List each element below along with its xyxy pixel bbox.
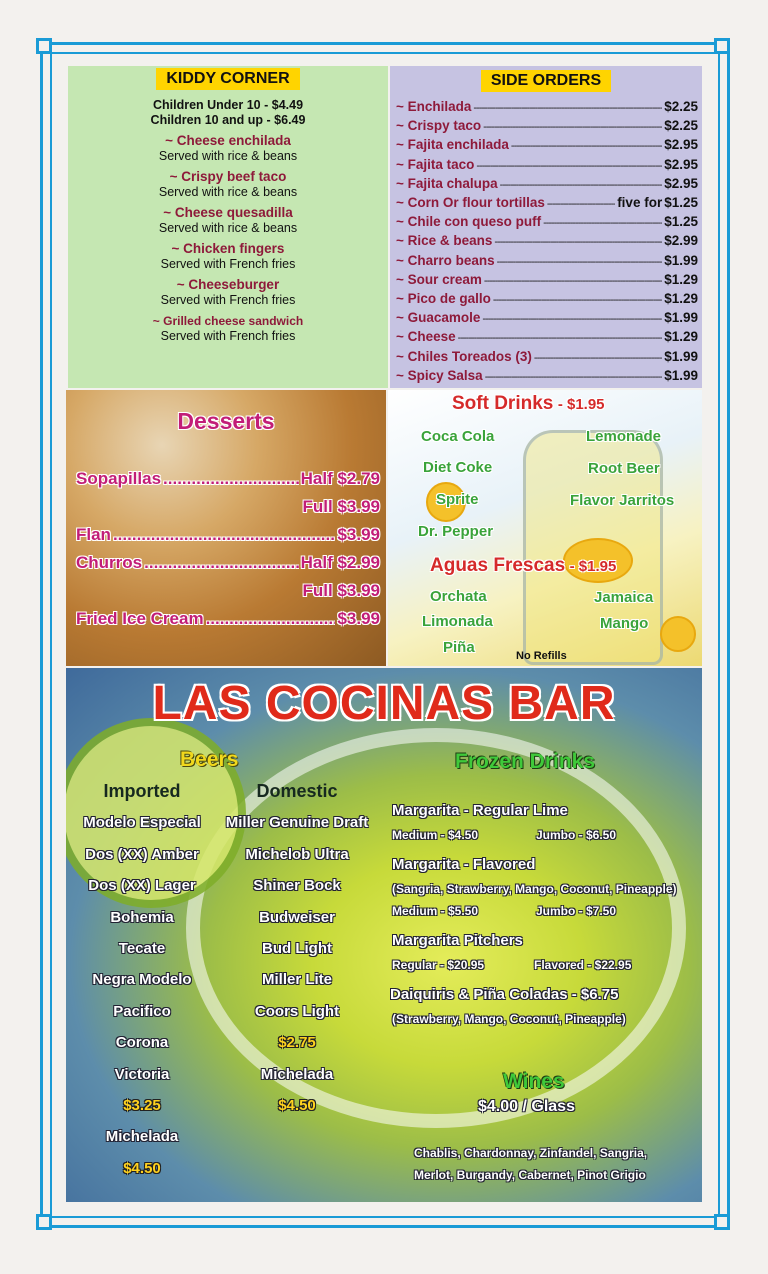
side-order-row [390, 348, 702, 367]
kiddy-price-under10: Children Under 10 - $4.49 [152, 98, 304, 112]
frozen-flavors: (Strawberry, Mango, Coconut, Pineapple) [392, 1012, 626, 1026]
beer-item: Miller Genuine Draft [225, 814, 369, 832]
dessert-row-flan [66, 521, 386, 549]
beers-heading: Beers [180, 748, 239, 771]
side-order-price: $1.29 [664, 271, 698, 287]
wines-price: $4.00 / Glass [478, 1098, 575, 1115]
dotted-leader [497, 253, 663, 271]
kiddy-item [68, 205, 388, 236]
frame-corner-tl [36, 38, 52, 54]
beer-item: Pacifico [113, 1002, 171, 1020]
side-order-row [390, 271, 702, 290]
dotted-leader [500, 176, 663, 194]
side-order-row [390, 136, 702, 155]
kiddy-item-name: ~ Crispy beef taco [169, 169, 287, 184]
frozen-price: Jumbo - $6.50 [536, 828, 617, 842]
soft-drinks-price: - $1.95 [557, 396, 605, 413]
side-order-name: ~ Charro beans [396, 252, 495, 268]
dessert-row-sopapillas [66, 465, 386, 493]
beer-item: Modelo Especial [83, 814, 201, 832]
kiddy-item-name: ~ Grilled cheese sandwich [152, 314, 304, 328]
side-orders-title: SIDE ORDERS [481, 70, 611, 92]
frozen-price: Jumbo - $7.50 [536, 904, 617, 918]
wines-heading: Wines [503, 1070, 565, 1093]
dotted-leader [547, 195, 615, 213]
drink-item: Jamaica [594, 589, 654, 606]
desserts-title: Desserts [177, 408, 275, 434]
kiddy-corner-title: KIDDY CORNER [156, 68, 299, 90]
aguas-frescas-header [430, 555, 616, 577]
kiddy-item-name: ~ Cheeseburger [176, 277, 280, 292]
beer-item: Victoria [114, 1065, 170, 1083]
kiddy-item [68, 277, 388, 308]
side-order-price: $2.25 [664, 99, 698, 114]
side-order-price: $2.99 [664, 233, 698, 249]
side-order-name: ~ Fajita chalupa [396, 175, 498, 191]
kiddy-item-desc: Served with rice & beans [158, 185, 298, 199]
michelada-price: $4.50 [278, 1097, 316, 1115]
kiddy-item-desc: Served with French fries [160, 257, 296, 271]
domestic-heading: Domestic [256, 781, 338, 801]
drink-item: Coca Cola [421, 428, 495, 445]
frozen-item: Margarita - Flavored [392, 856, 536, 873]
frozen-price: Medium - $5.50 [392, 904, 479, 918]
side-order-name: ~ Chile con queso puff [396, 214, 542, 230]
michelada-price: $4.50 [123, 1159, 161, 1177]
drinks-section [388, 390, 702, 666]
imported-beer-price: $3.25 [123, 1097, 161, 1115]
side-order-row [390, 175, 702, 194]
beer-item: Michelob Ultra [245, 845, 349, 863]
dessert-name: Fried Ice Cream [76, 609, 204, 628]
imported-beers-column [66, 776, 218, 1184]
side-order-row [390, 367, 702, 386]
dotted-leader [511, 137, 662, 155]
frozen-item: Daiquiris & Piña Coladas - $6.75 [390, 986, 619, 1003]
drink-item: Diet Coke [423, 459, 493, 476]
side-order-name: ~ Sour cream [396, 271, 482, 287]
drink-item: Dr. Pepper [418, 523, 494, 540]
dotted-leader [206, 605, 336, 633]
frozen-price: Medium - $4.50 [392, 828, 479, 842]
dotted-leader [482, 310, 662, 328]
dotted-leader [476, 157, 662, 175]
dotted-leader [458, 329, 663, 347]
beer-item: Negra Modelo [92, 971, 192, 989]
side-order-price: $1.99 [664, 348, 698, 364]
dotted-leader [494, 233, 662, 251]
dessert-row-churros-full [66, 577, 386, 605]
lemon-slice-image [660, 616, 696, 652]
dessert-price: $3.99 [337, 609, 380, 628]
aguas-frescas-price: - $1.95 [569, 558, 617, 575]
drink-item: Orchata [430, 588, 487, 605]
side-order-row [390, 328, 702, 347]
side-order-name: ~ Guacamole [396, 310, 481, 326]
side-order-name: ~ Enchilada [396, 99, 472, 114]
no-refills-note: No Refills [516, 650, 567, 662]
side-order-price: $1.99 [664, 252, 698, 268]
side-order-row [390, 98, 702, 117]
kiddy-item-name: ~ Cheese quesadilla [163, 205, 293, 220]
side-order-price: $2.25 [664, 118, 698, 134]
frozen-price: Flavored - $22.95 [534, 958, 632, 972]
frozen-drinks-heading: Frozen Drinks [455, 750, 596, 773]
aguas-frescas-title: Aguas Frescas [430, 555, 566, 576]
side-order-name: ~ Pico de gallo [396, 291, 491, 307]
frame-corner-tr [714, 38, 730, 54]
dotted-leader [473, 99, 662, 117]
imported-heading: Imported [103, 781, 181, 801]
dessert-name: Flan [76, 525, 111, 544]
beer-item: Michelada [260, 1065, 334, 1083]
side-order-row [390, 156, 702, 175]
side-order-price: $1.29 [664, 291, 698, 307]
side-orders-section [390, 66, 702, 388]
dotted-leader [483, 118, 662, 136]
side-order-name: ~ Corn Or flour tortillas [396, 195, 545, 211]
dotted-leader [484, 272, 662, 290]
dessert-price: Half $2.99 [300, 553, 380, 572]
dotted-leader [163, 465, 299, 493]
frame-corner-br [714, 1214, 730, 1230]
kiddy-item-desc: Served with French fries [160, 329, 296, 343]
beer-item: Bohemia [110, 908, 174, 926]
desserts-section [66, 390, 386, 666]
beer-item: Miller Lite [261, 971, 332, 989]
kiddy-corner-section [68, 66, 388, 388]
side-order-row [390, 117, 702, 136]
beer-item: Corona [115, 1034, 169, 1052]
frozen-item: Margarita - Regular Lime [392, 802, 568, 819]
side-order-row [390, 232, 702, 251]
dessert-row-sopapillas-full [66, 493, 386, 521]
dessert-name: Churros [76, 553, 143, 572]
drink-item: Mango [600, 615, 649, 632]
beer-item: Coors Light [254, 1002, 340, 1020]
drink-item: Limonada [422, 613, 493, 630]
dessert-name: Sopapillas [76, 469, 162, 488]
side-order-name: ~ Fajita taco [396, 156, 475, 172]
side-order-row [390, 252, 702, 271]
dotted-leader [534, 349, 662, 367]
kiddy-item [68, 241, 388, 272]
side-order-name: ~ Rice & beans [396, 233, 493, 249]
frozen-item: Margarita Pitchers [392, 932, 523, 949]
soft-drinks-title: Soft Drinks [452, 393, 554, 414]
side-order-row [390, 290, 702, 309]
dessert-price: Full $3.99 [302, 497, 380, 516]
kiddy-item-desc: Served with rice & beans [158, 221, 298, 235]
kiddy-item-desc: Served with rice & beans [158, 149, 298, 163]
wines-list: Merlot, Burgandy, Cabernet, Pinot Grigio [414, 1168, 646, 1182]
beer-item: Dos (XX) Amber [85, 845, 199, 863]
side-order-name: ~ Spicy Salsa [396, 367, 483, 383]
beer-item: Michelada [105, 1128, 179, 1146]
side-order-name: ~ Crispy taco [396, 118, 482, 134]
beer-item: Budweiser [259, 908, 335, 926]
side-order-price: $1.99 [664, 367, 698, 383]
dessert-row-churros [66, 549, 386, 577]
dotted-leader [543, 214, 662, 232]
beer-item: Dos (XX) Lager [88, 877, 196, 895]
side-order-name: ~ Cheese [396, 329, 456, 345]
side-order-row [390, 309, 702, 328]
frozen-price: Regular - $20.95 [392, 958, 485, 972]
dessert-price: Half $2.79 [300, 469, 380, 488]
side-order-price: $1.99 [664, 310, 698, 326]
side-order-price: $2.95 [664, 156, 698, 172]
drink-item: Sprite [436, 491, 479, 508]
dotted-leader [493, 291, 662, 309]
side-order-note: five for [617, 195, 663, 211]
wines-list: Chablis, Chardonnay, Zinfandel, Sangria, [414, 1146, 648, 1160]
side-order-row [390, 213, 702, 232]
soft-drinks-header [452, 393, 605, 415]
side-order-price: $1.25 [664, 214, 698, 230]
drink-item: Piña [443, 639, 475, 656]
drink-item: Flavor Jarritos [570, 492, 675, 509]
beer-item: Shiner Bock [253, 877, 341, 895]
kiddy-item [68, 313, 388, 344]
kiddy-price-10up: Children 10 and up - $6.49 [150, 113, 306, 127]
domestic-beer-price: $2.75 [278, 1034, 316, 1052]
bar-title: LAS COCINAS BAR [152, 677, 616, 730]
dessert-price: Full $3.99 [302, 581, 380, 600]
beer-item: Bud Light [262, 940, 332, 958]
side-order-name: ~ Fajita enchilada [396, 137, 509, 153]
kiddy-item-name: ~ Cheese enchilada [165, 133, 291, 148]
kiddy-item [68, 133, 388, 164]
frame-corner-bl [36, 1214, 52, 1230]
side-order-row [390, 194, 702, 213]
drink-item: Lemonade [586, 428, 662, 445]
side-order-price: $2.95 [664, 137, 698, 153]
drink-item: Root Beer [588, 460, 660, 477]
kiddy-item [68, 169, 388, 200]
side-order-name: ~ Chiles Toreados (3) [396, 348, 532, 364]
dessert-price: $3.99 [337, 525, 380, 544]
kiddy-item-name: ~ Chicken fingers [171, 241, 285, 256]
frozen-flavors: (Sangria, Strawberry, Mango, Coconut, Pineapple) [392, 882, 677, 896]
bar-section [66, 668, 702, 1202]
side-order-price: $1.29 [664, 329, 698, 345]
side-order-price: $1.25 [664, 195, 698, 211]
dotted-leader [485, 368, 663, 386]
beer-item: Tecate [118, 940, 166, 958]
domestic-beers-column [216, 776, 378, 1121]
side-order-price: $2.95 [664, 175, 698, 191]
side-orders-list [390, 98, 702, 386]
kiddy-item-desc: Served with French fries [160, 293, 296, 307]
dotted-leader [113, 521, 336, 549]
dessert-row-fried-ice-cream [66, 605, 386, 633]
dotted-leader [144, 549, 298, 577]
